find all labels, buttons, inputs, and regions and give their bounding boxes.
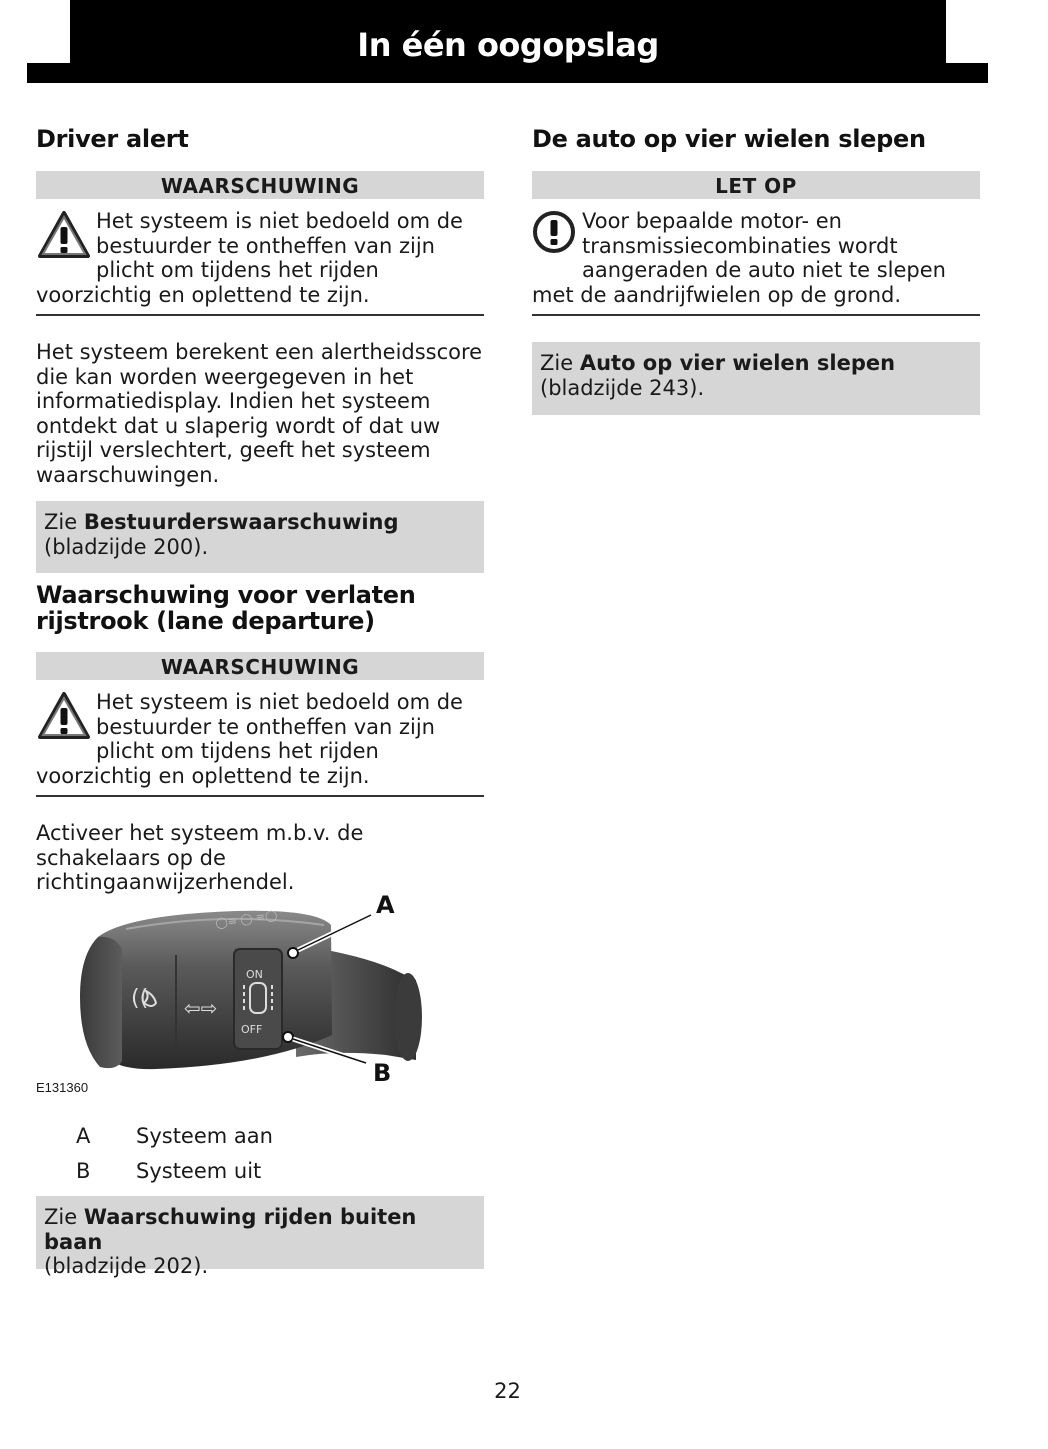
stalk-illustration <box>36 885 436 1115</box>
ref-prefix: Zie <box>44 510 84 534</box>
section-heading-towing: De auto op vier wielen slepen <box>532 125 926 153</box>
legend-key: A <box>76 1124 91 1148</box>
paragraph-lane-departure: Activeer het systeem m.b.v. de schakelaars op de richtingaanwijzerhendel. <box>36 821 364 894</box>
on-label: ON <box>246 968 263 981</box>
section-heading-driver-alert: Driver alert <box>36 125 189 153</box>
heading-line-1: Waarschuwing voor verlaten <box>36 581 416 609</box>
warning-text: Het systeem is niet bedoeld om de bestuurder te ontheffen van zijn plicht om tijdens het rijden voorzichtig en oplettend te zijn. <box>36 209 463 307</box>
ref-prefix: Zie <box>44 1205 84 1229</box>
ref-link[interactable]: Waarschuwing rijden buiten baan <box>44 1205 417 1254</box>
right-column <box>532 0 980 500</box>
svg-text:((: (( <box>131 986 149 1011</box>
legend-text: Systeem uit <box>136 1159 262 1183</box>
figure-id: E131360 <box>36 1080 89 1095</box>
page-number: 22 <box>494 1379 521 1403</box>
ref-page: (bladzijde 202). <box>44 1254 209 1278</box>
legend-item <box>76 1159 261 1183</box>
warning-text: Het systeem is niet bedoeld om de bestuurder te ontheffen van zijn plicht om tijdens het rijden voorzichtig en oplettend te zijn. <box>36 690 463 788</box>
callout-b: B <box>373 1059 392 1085</box>
caution-text: Voor bepaalde motor- en transmissiecombinaties wordt aangeraden de auto niet te slepen met de aandrijfwielen op de grond. <box>532 209 946 307</box>
warning-box <box>36 690 484 788</box>
divider <box>532 314 980 316</box>
ref-page: (bladzijde 243). <box>540 375 705 400</box>
heading-line-2: rijstrook (lane departure) <box>36 607 375 635</box>
left-column <box>36 0 484 1449</box>
callout-a: A <box>376 891 395 919</box>
ref-prefix: Zie <box>540 351 580 375</box>
legend-key: B <box>76 1159 91 1183</box>
svg-text:⇦⇨: ⇦⇨ <box>184 996 218 1020</box>
caution-circle-icon <box>532 209 582 281</box>
warning-label: WAARSCHUWING <box>36 171 484 199</box>
caution-label: LET OP <box>532 171 980 199</box>
legend-text: Systeem aan <box>136 1124 273 1148</box>
ref-link[interactable]: Auto op vier wielen slepen <box>579 351 896 375</box>
legend-item <box>76 1124 273 1148</box>
ref-page: (bladzijde 200). <box>44 534 209 559</box>
cross-reference-box <box>532 342 980 415</box>
caution-box <box>532 209 980 307</box>
warning-box <box>36 209 484 307</box>
cross-reference-box <box>36 501 484 573</box>
paragraph-driver-alert: Het systeem berekent een alertheidsscore die kan worden weergegeven in het informatiedisplay. Indien het systeem ontdekt dat u slaperig wordt of dat uw rijstijl verslechtert, geeft het systeem waarschuwingen. <box>36 340 483 487</box>
divider <box>36 314 484 316</box>
ref-link[interactable]: Bestuurderswaarschuwing <box>83 510 399 534</box>
off-label: OFF <box>241 1023 263 1036</box>
section-heading-lane-departure <box>36 582 416 634</box>
warning-triangle-icon <box>36 209 96 281</box>
divider <box>36 795 484 797</box>
warning-label: WAARSCHUWING <box>36 652 484 680</box>
svg-text:◯≡ ◯ ≡◯: ◯≡ ◯ ≡◯ <box>214 908 279 930</box>
cross-reference-box <box>36 1196 484 1278</box>
warning-triangle-icon <box>36 690 96 762</box>
page-title: In één oogopslag <box>357 26 659 64</box>
